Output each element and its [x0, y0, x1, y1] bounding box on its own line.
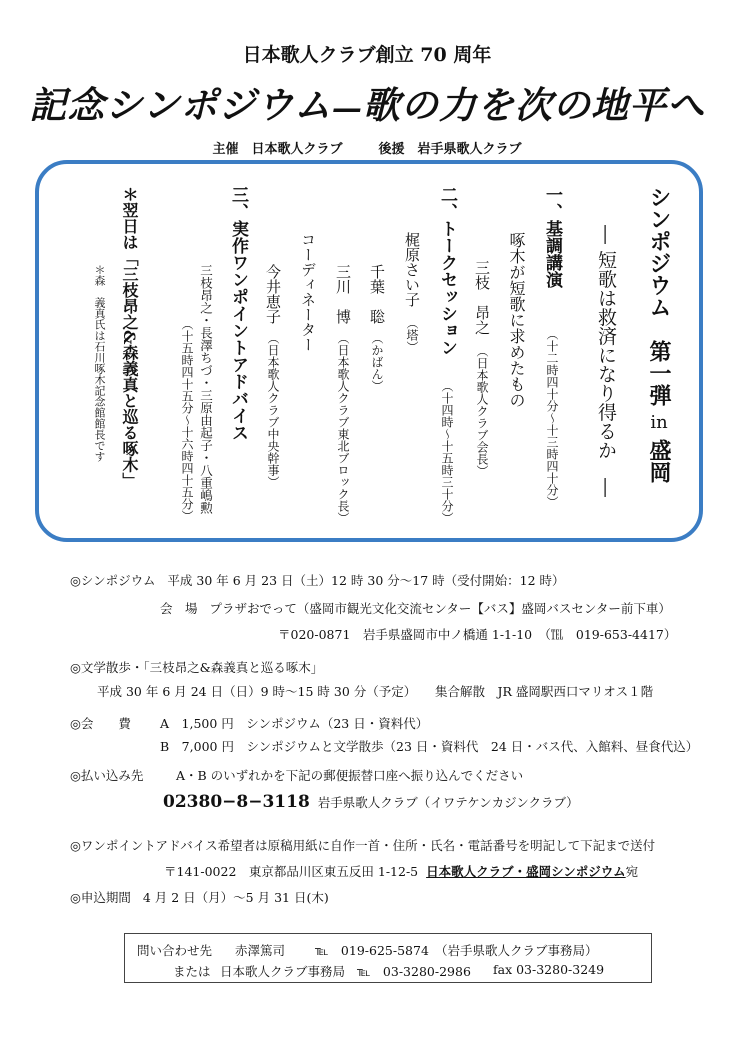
fee-b: B 7,000 円 シンポジウムと文学散歩（23 日・資料代 24 日・バス代、入館料、昼食代込）: [160, 739, 699, 754]
sec1-speaker: 三枝 昂之: [473, 260, 491, 335]
contact-person: 赤澤篤司: [235, 943, 286, 958]
advice-address-row: [164, 862, 638, 880]
walk-date: 平成 30 年 6 月 24 日（日）9 時〜15 時 30 分（予定）: [97, 684, 417, 699]
symposium-date: 平成 30 年 6 月 23 日（土）12 時 30 分〜17 時（受付開始：12 時）: [167, 573, 565, 588]
sec2-coordinator: 今井恵子: [264, 264, 282, 324]
sec2-panelist-3-role: （日本歌人クラブ東北ブロック長）: [336, 332, 350, 524]
sec1-time: （十二時四十分〜十三時四十分）: [545, 328, 559, 508]
contact-box: [124, 933, 652, 983]
title-dash: —: [331, 91, 363, 126]
sec1-speaker-role: （日本歌人クラブ会長）: [475, 345, 489, 477]
apply-period: 4 月 2 日（月）〜5 月 31 日(木): [142, 890, 329, 905]
walk-label: ◎文学散歩・「三枝昂之&森義真と巡る啄木」: [70, 660, 324, 675]
venue-row: [160, 599, 671, 617]
symposium-label: ◎シンポジウム: [70, 573, 156, 588]
organizers: [0, 138, 734, 157]
panel-theme: ― 短歌は救済になり得るか ―: [595, 225, 617, 498]
contact-org-1: （岩手県歌人クラブ事務局）: [435, 943, 598, 958]
sec3-members: 三枝昂之・長澤ちづ・三原由起子・八重嶋勲: [198, 264, 214, 514]
advice-address: 〒141-0022 東京都品川区東五反田 1-12-5: [164, 864, 419, 879]
venue-address: 〒020-0871 岩手県盛岡市中ノ橋通 1-1-10 （℡ 019-653-4417）: [278, 627, 677, 642]
payment-account: 02380−8−3118: [163, 792, 310, 812]
title-sub: 歌の力を次の地平へ: [362, 83, 705, 127]
sec2-panelist-3: 三川 博: [334, 264, 352, 324]
title-main: 記念シンポジウム: [29, 83, 332, 127]
contact-label: 問い合わせ先: [137, 943, 213, 958]
payment-name: 岩手県歌人クラブ（イワテケンカジンクラブ）: [317, 795, 579, 810]
event-subtitle: 日本歌人クラブ創立 70 周年: [242, 44, 492, 66]
heading-in: in: [650, 411, 668, 433]
sec2-panelist-1: 梶原さい子: [403, 232, 421, 307]
sec2-panelist-1-role: （塔）: [405, 317, 419, 353]
sec2-title: 二、トークセッション: [437, 186, 457, 356]
fee-label: ◎会 費: [70, 716, 131, 731]
apply-row: [70, 888, 329, 906]
sec1-topic: 啄木が短歌に求めたもの: [507, 232, 526, 408]
contact-or: または: [173, 964, 211, 979]
panel-heading: シンポジウム 第一弾 in 盛岡: [646, 186, 672, 484]
support: 後援 岩手県歌人クラブ: [378, 142, 522, 157]
venue: プラザおでって（盛岡市観光文化交流センター【バス】盛岡バスセンター前下車）: [209, 601, 671, 616]
contact-tel-2: ℡ 03-3280-2986: [357, 964, 471, 979]
sec2-panelist-2-role: （かばん）: [370, 332, 384, 392]
sec1-title: 一、基調講演: [542, 186, 562, 288]
sec3-title: 三、実作ワンポイントアドバイス: [228, 186, 248, 441]
next-day-note: ＊翌日は「三枝昂之&森義真と巡る啄木」: [120, 186, 139, 489]
payment-label: ◎払い込み先: [70, 768, 144, 783]
curator-note: ＊森 義真氏は石川啄木記念館館長です: [93, 264, 106, 462]
main-title: [0, 75, 734, 129]
sec2-coordinator-label: コーディネーター: [299, 232, 317, 352]
venue-label: 会 場: [160, 601, 198, 616]
fee-a: A 1,500 円 シンポジウム（23 日・資料代）: [160, 716, 429, 731]
walk-meeting: 集合解散 JR 盛岡駅西口マリオス１階: [435, 684, 654, 699]
apply-label: ◎申込期間: [70, 890, 131, 905]
sec2-coordinator-role: （日本歌人クラブ中央幹事）: [266, 332, 280, 488]
advice-recipient: 日本歌人クラブ・盛岡シンポジウム: [426, 864, 626, 879]
sec2-panelist-2: 千葉 聡: [368, 264, 386, 324]
contact-fax-2: fax 03-3280-3249: [493, 962, 605, 977]
sec2-time: （十四時〜十五時三十分）: [440, 380, 454, 524]
host: 主催 日本歌人クラブ: [212, 142, 343, 157]
sec3-time: （十五時四十五分〜十六時四十五分）: [180, 318, 194, 522]
advice-note: ◎ワンポイントアドバイス希望者は原稿用紙に自作一首・住所・氏名・電話番号を明記して下記まで送付: [70, 838, 656, 853]
contact-tel-1: ℡ 019-625-5874: [315, 943, 429, 958]
advice-suffix: 宛: [625, 864, 639, 879]
payment-desc: A・B のいずれかを下記の郵便振替口座へ振り込んでください: [176, 768, 524, 783]
payment-account-row: [163, 792, 579, 812]
contact-org-2: 日本歌人クラブ事務局: [220, 964, 346, 979]
symposium-row: [70, 571, 565, 589]
